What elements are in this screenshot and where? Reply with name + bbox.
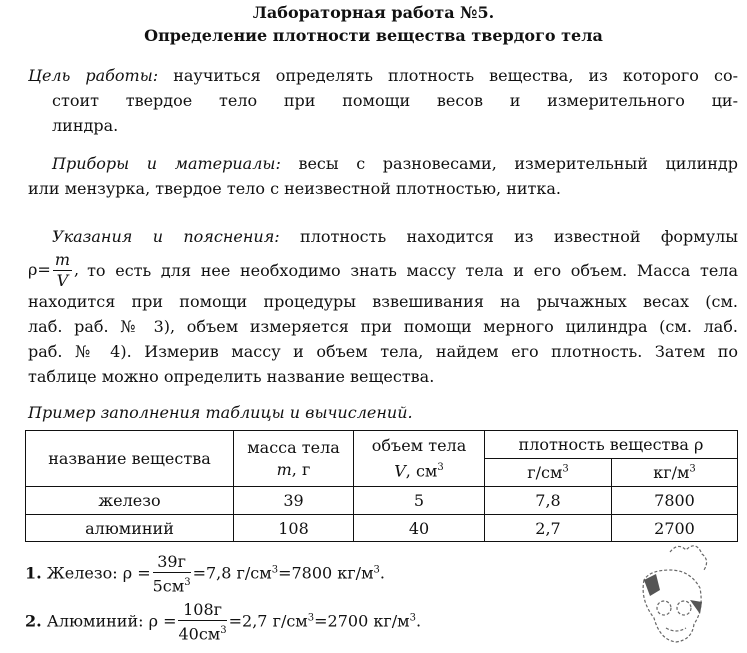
notes-line-1 (52, 227, 738, 246)
calc-lhs: ρ = (148, 611, 177, 631)
header-density-g-cm3 (485, 459, 612, 487)
notes-label: Указания и пояснения: (52, 227, 280, 246)
formula-lhs: ρ= (28, 260, 51, 279)
density-formula (28, 250, 79, 291)
cube-sup: 3 (562, 463, 569, 475)
example-label (28, 403, 413, 422)
calc-end: . (379, 563, 385, 583)
calc-fraction (178, 600, 226, 644)
calc-name: Алюминий: (41, 611, 149, 631)
notes-text-2: то есть для нее необходимо знать массу тела и его объем. Масса тела (87, 261, 738, 280)
cell-density-g: 2,7 (485, 515, 612, 542)
calc-aluminium (25, 600, 421, 644)
calc-den-text: 5см (152, 576, 185, 596)
unit-g-cm: г/см (527, 463, 563, 482)
header-volume-var: V (394, 461, 406, 481)
example-label-text: Пример заполнения таблицы и вычислений. (28, 403, 413, 422)
lab-subtitle: Определение плотности вещества твердого тела (144, 26, 603, 45)
header-volume-unit: , см (405, 461, 438, 481)
notes-line-3: находится при помощи процедуры взвешивания на рычажных весах (см. (28, 292, 738, 311)
cube-sup: 3 (220, 625, 227, 636)
tools-line-2: или мензурка, твердое тело с неизвестной плотностью, нитка. (28, 179, 562, 198)
notes-line-5: раб. № 4). Измерив массу и объем тела, найдем его плотность. Затем по (28, 342, 738, 361)
cell-density-kg: 2700 (612, 515, 738, 542)
calc-result-g: =2,7 г/см (228, 611, 308, 631)
calc-result-kg: =2700 кг/м (314, 611, 410, 631)
tools-label: Приборы и материалы: (52, 154, 281, 173)
calc-number: 2. (25, 611, 42, 631)
goal-text: научиться определять плотность вещества, из которого со- (158, 66, 738, 85)
calc-result-kg: =7800 кг/м (278, 563, 374, 583)
calc-den-text: 40см (178, 624, 221, 644)
table-row (26, 515, 738, 542)
notes-line-6: таблице можно определить название вещества. (28, 367, 435, 386)
tools-line-1 (52, 154, 738, 173)
cube-sup: 3 (689, 463, 696, 475)
goal-line-1 (28, 66, 738, 85)
calc-name: Железо: (41, 563, 123, 583)
cell-density-kg: 7800 (612, 487, 738, 515)
table-row (26, 487, 738, 515)
calc-iron (25, 552, 385, 596)
professor-mascot-icon (630, 540, 730, 650)
cube-sup: 3 (409, 612, 416, 624)
calc-fraction (153, 552, 191, 596)
notes-line-4: лаб. раб. № 3), объем измеряется при помощи мерного цилиндра (см. лаб. (28, 317, 738, 336)
cube-sup: 3 (307, 612, 315, 624)
header-mass-unit: , г (291, 459, 311, 479)
fraction-den: V (56, 271, 69, 290)
header-mass-var: m (276, 459, 292, 479)
header-density-kg-m3 (612, 459, 738, 487)
tools-text: весы с разновесами, измерительный цилиндр (280, 154, 739, 173)
cell-mass: 39 (234, 487, 354, 515)
fraction-num: m (54, 250, 70, 269)
formula-tail: , (73, 260, 80, 279)
calc-end: . (415, 611, 422, 631)
cube-sup: 3 (271, 564, 279, 576)
calc-result-g: =7,8 г/см (192, 563, 272, 583)
cube-sup: 3 (437, 461, 444, 473)
calc-number: 1. (25, 563, 42, 583)
calc-num: 108г (178, 600, 226, 621)
goal-label: Цель работы: (28, 66, 159, 85)
cell-density-g: 7,8 (485, 487, 612, 515)
header-mass-label: масса тела (247, 437, 340, 457)
calc-den (153, 573, 191, 596)
goal-line-3: линдра. (52, 116, 119, 135)
cell-name: железо (26, 487, 234, 515)
header-volume-label: объем тела (371, 435, 467, 455)
cell-volume: 5 (354, 487, 485, 515)
cube-sup: 3 (184, 577, 191, 588)
goal-line-2: стоит твердое тело при помощи весов и измерительного ци- (52, 91, 738, 110)
header-mass (234, 431, 354, 487)
cell-volume: 40 (354, 515, 485, 542)
calc-num: 39г (153, 552, 191, 573)
notes-line-2 (28, 250, 738, 291)
cube-sup: 3 (373, 564, 380, 576)
density-table (25, 430, 738, 542)
cell-mass: 108 (234, 515, 354, 542)
header-density: плотность вещества ρ (485, 431, 738, 459)
cell-name: алюминий (26, 515, 234, 542)
fraction (53, 250, 72, 291)
calc-lhs: ρ = (122, 563, 151, 583)
header-volume (354, 431, 485, 487)
calc-den (178, 621, 226, 644)
lab-title: Лабораторная работа №5. (252, 3, 495, 22)
unit-kg-m: кг/м (653, 463, 690, 482)
header-name: название вещества (26, 431, 234, 487)
notes-text: плотность находится из известной формулы (279, 227, 739, 246)
